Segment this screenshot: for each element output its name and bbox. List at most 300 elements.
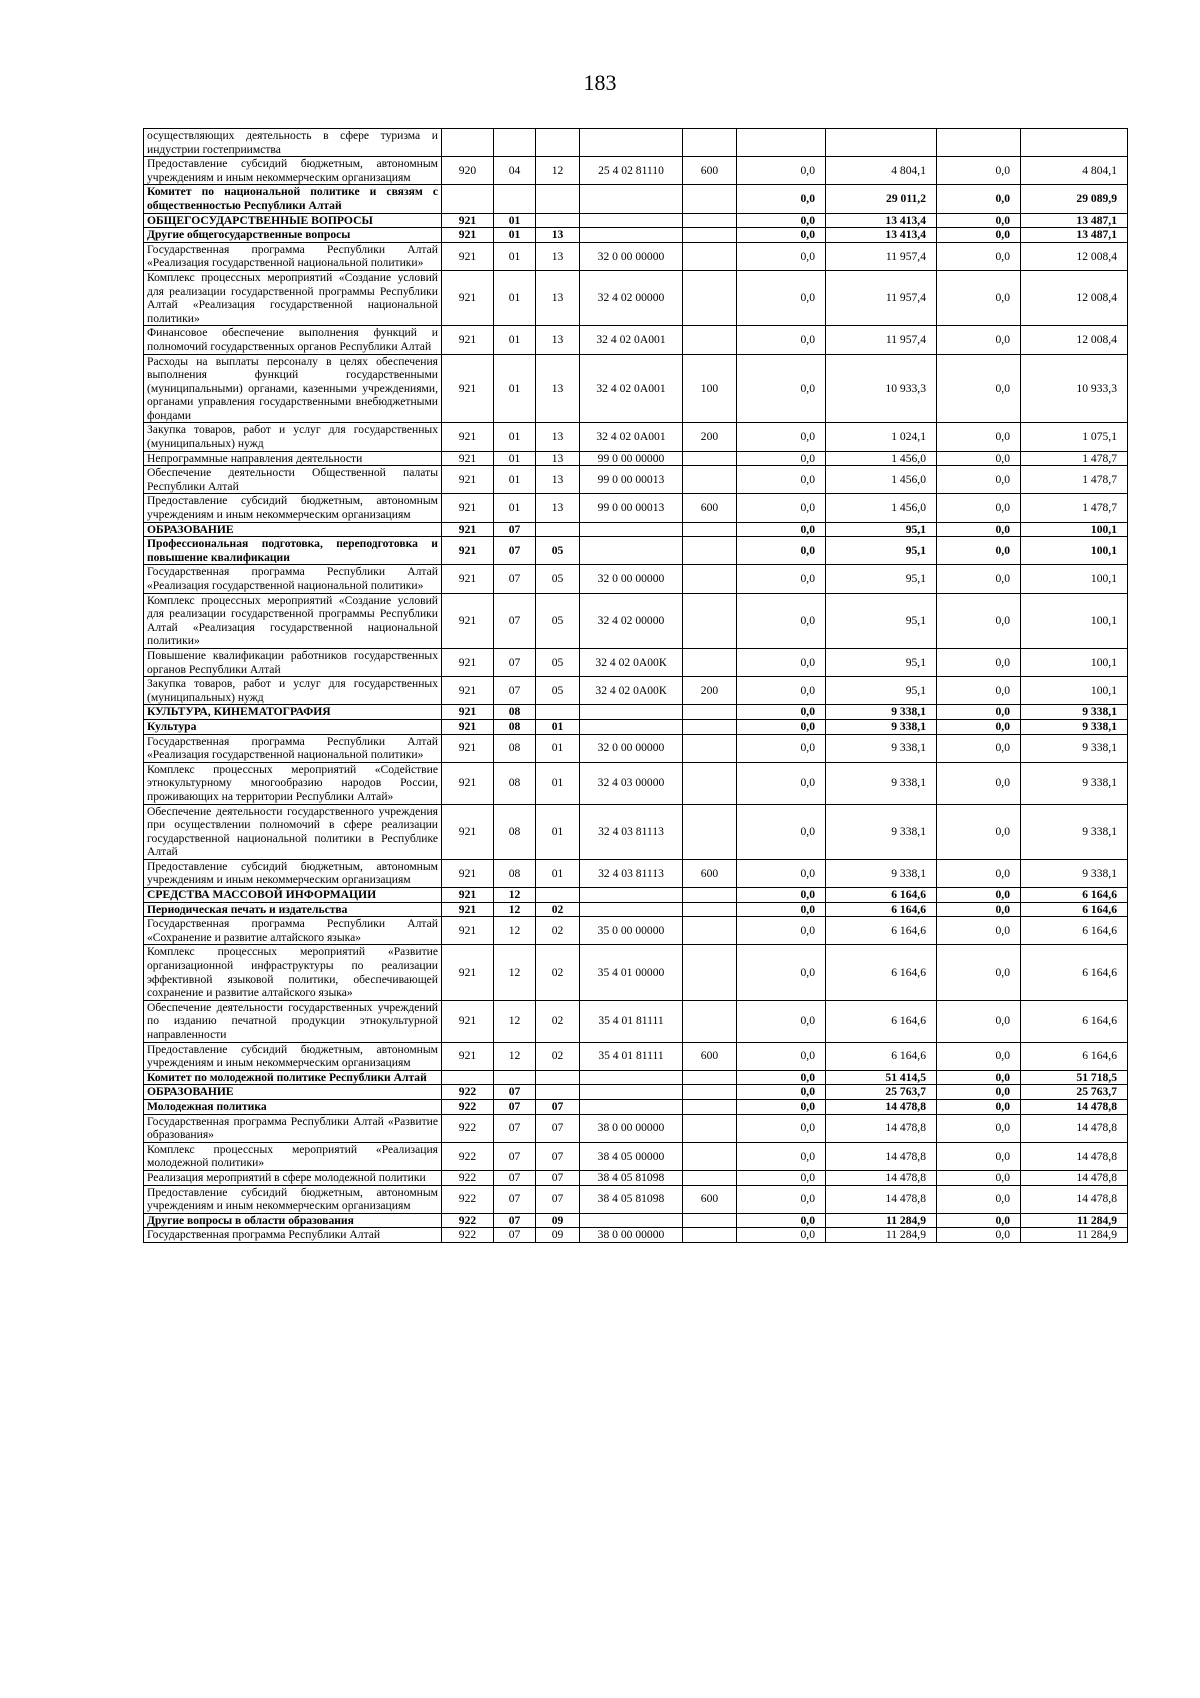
row-amount-1: 0,0 <box>737 228 826 243</box>
row-amount-4: 9 338,1 <box>1021 859 1128 887</box>
row-grbs: 920 <box>442 157 494 185</box>
row-target-article: 35 0 00 00000 <box>580 917 683 945</box>
row-subsection <box>536 888 580 903</box>
row-amount-2: 11 957,4 <box>826 242 937 270</box>
row-expense-type: 100 <box>683 354 737 423</box>
row-grbs: 921 <box>442 719 494 734</box>
row-expense-type <box>683 1099 737 1114</box>
row-name: Комплекс процессных мероприятий «Создание условий для реализации государственной программы Республики Алтай «Реализация государственной национальной политики» <box>144 593 442 648</box>
table-row <box>144 677 1128 705</box>
row-amount-4: 4 804,1 <box>1021 157 1128 185</box>
row-section: 07 <box>494 1185 536 1213</box>
row-section: 07 <box>494 1114 536 1142</box>
table-row <box>144 1228 1128 1243</box>
row-name: Комитет по молодежной политике Республики Алтай <box>144 1070 442 1085</box>
row-amount-2: 1 024,1 <box>826 423 937 451</box>
row-target-article: 35 4 01 81111 <box>580 1000 683 1042</box>
row-amount-2: 10 933,3 <box>826 354 937 423</box>
row-target-article: 38 4 05 81098 <box>580 1185 683 1213</box>
row-amount-4: 13 487,1 <box>1021 213 1128 228</box>
row-amount-4: 12 008,4 <box>1021 326 1128 354</box>
row-grbs: 921 <box>442 213 494 228</box>
table-row <box>144 762 1128 804</box>
row-amount-1: 0,0 <box>737 719 826 734</box>
row-grbs: 921 <box>442 1042 494 1070</box>
row-grbs <box>442 1070 494 1085</box>
table-row <box>144 648 1128 676</box>
row-target-article: 99 0 00 00013 <box>580 494 683 522</box>
row-amount-2: 4 804,1 <box>826 157 937 185</box>
row-subsection: 09 <box>536 1213 580 1228</box>
row-grbs: 921 <box>442 705 494 720</box>
row-target-article: 99 0 00 00013 <box>580 466 683 494</box>
row-amount-3: 0,0 <box>937 1228 1021 1243</box>
row-grbs <box>442 129 494 157</box>
row-amount-4: 29 089,9 <box>1021 185 1128 213</box>
row-name: ОБЩЕГОСУДАРСТВЕННЫЕ ВОПРОСЫ <box>144 213 442 228</box>
row-name: Другие вопросы в области образования <box>144 1213 442 1228</box>
row-amount-1: 0,0 <box>737 804 826 859</box>
row-section: 04 <box>494 157 536 185</box>
row-target-article: 25 4 02 81110 <box>580 157 683 185</box>
row-amount-4: 25 763,7 <box>1021 1085 1128 1100</box>
row-amount-3: 0,0 <box>937 494 1021 522</box>
row-amount-2: 11 284,9 <box>826 1228 937 1243</box>
row-expense-type <box>683 945 737 1000</box>
row-amount-1: 0,0 <box>737 451 826 466</box>
row-expense-type <box>683 1228 737 1243</box>
row-name: Обеспечение деятельности государственного учреждения при осуществлении полномочий в сфере реализации государственной национальной политики в Республике Алтай <box>144 804 442 859</box>
row-amount-3: 0,0 <box>937 1000 1021 1042</box>
row-amount-3: 0,0 <box>937 326 1021 354</box>
table-row <box>144 129 1128 157</box>
row-subsection: 02 <box>536 1042 580 1070</box>
table-row <box>144 157 1128 185</box>
row-amount-1: 0,0 <box>737 494 826 522</box>
row-expense-type: 600 <box>683 494 737 522</box>
page-number: 183 <box>583 70 617 95</box>
table-row <box>144 593 1128 648</box>
row-amount-4: 12 008,4 <box>1021 270 1128 325</box>
table-row <box>144 354 1128 423</box>
row-amount-3: 0,0 <box>937 762 1021 804</box>
row-amount-1: 0,0 <box>737 1085 826 1100</box>
row-amount-2: 95,1 <box>826 677 937 705</box>
row-name: Комплекс процессных мероприятий «Развитие организационной инфраструктуры по реализации эффективной языковой политики, обеспечивающей сохранение и развитие алтайского языка» <box>144 945 442 1000</box>
row-section: 01 <box>494 270 536 325</box>
row-amount-3: 0,0 <box>937 423 1021 451</box>
row-subsection <box>536 185 580 213</box>
row-amount-2 <box>826 129 937 157</box>
table-row <box>144 1070 1128 1085</box>
row-name: Предоставление субсидий бюджетным, автономным учреждениям и иным некоммерческим организациям <box>144 859 442 887</box>
row-amount-1: 0,0 <box>737 1170 826 1185</box>
row-amount-2: 6 164,6 <box>826 902 937 917</box>
row-target-article: 35 4 01 00000 <box>580 945 683 1000</box>
row-target-article <box>580 129 683 157</box>
row-section: 01 <box>494 242 536 270</box>
row-amount-2: 14 478,8 <box>826 1142 937 1170</box>
row-amount-4: 6 164,6 <box>1021 917 1128 945</box>
row-subsection: 02 <box>536 945 580 1000</box>
row-section: 07 <box>494 1099 536 1114</box>
row-name: Предоставление субсидий бюджетным, автономным учреждениям и иным некоммерческим организациям <box>144 157 442 185</box>
row-amount-2: 6 164,6 <box>826 945 937 1000</box>
row-expense-type <box>683 1085 737 1100</box>
row-target-article: 32 4 02 00000 <box>580 270 683 325</box>
row-expense-type <box>683 242 737 270</box>
row-section: 01 <box>494 494 536 522</box>
row-amount-3: 0,0 <box>937 354 1021 423</box>
row-amount-4: 100,1 <box>1021 565 1128 593</box>
row-name: Обеспечение деятельности государственных учреждений по изданию печатной продукции этнокультурной направленности <box>144 1000 442 1042</box>
row-amount-2: 51 414,5 <box>826 1070 937 1085</box>
row-amount-4: 11 284,9 <box>1021 1213 1128 1228</box>
row-grbs: 921 <box>442 677 494 705</box>
row-target-article: 38 0 00 00000 <box>580 1114 683 1142</box>
row-target-article <box>580 228 683 243</box>
row-subsection: 05 <box>536 537 580 565</box>
row-expense-type <box>683 705 737 720</box>
row-name: Реализация мероприятий в сфере молодежной политики <box>144 1170 442 1185</box>
row-expense-type: 600 <box>683 1042 737 1070</box>
row-subsection: 05 <box>536 677 580 705</box>
row-grbs: 921 <box>442 648 494 676</box>
row-amount-3: 0,0 <box>937 677 1021 705</box>
row-target-article: 32 4 02 0А00К <box>580 677 683 705</box>
row-target-article <box>580 185 683 213</box>
row-grbs: 921 <box>442 917 494 945</box>
row-section: 07 <box>494 522 536 537</box>
row-amount-4: 14 478,8 <box>1021 1114 1128 1142</box>
row-amount-3: 0,0 <box>937 705 1021 720</box>
row-section: 01 <box>494 466 536 494</box>
row-grbs: 921 <box>442 945 494 1000</box>
table-row <box>144 888 1128 903</box>
row-amount-4: 100,1 <box>1021 648 1128 676</box>
table-row <box>144 270 1128 325</box>
row-amount-3: 0,0 <box>937 1042 1021 1070</box>
row-amount-3: 0,0 <box>937 228 1021 243</box>
row-target-article: 35 4 01 81111 <box>580 1042 683 1070</box>
row-section: 07 <box>494 1170 536 1185</box>
row-amount-1: 0,0 <box>737 859 826 887</box>
row-expense-type <box>683 719 737 734</box>
row-name: Финансовое обеспечение выполнения функций и полномочий государственных органов Республики Алтай <box>144 326 442 354</box>
table-row <box>144 1042 1128 1070</box>
row-expense-type <box>683 213 737 228</box>
table-row <box>144 494 1128 522</box>
row-expense-type <box>683 466 737 494</box>
table-row <box>144 228 1128 243</box>
row-amount-2: 1 456,0 <box>826 466 937 494</box>
row-section: 07 <box>494 565 536 593</box>
row-target-article <box>580 902 683 917</box>
row-name: Государственная программа Республики Алтай <box>144 1228 442 1243</box>
row-amount-1: 0,0 <box>737 157 826 185</box>
row-grbs: 921 <box>442 270 494 325</box>
table-row <box>144 1085 1128 1100</box>
row-amount-1: 0,0 <box>737 1228 826 1243</box>
row-section: 01 <box>494 423 536 451</box>
row-section: 08 <box>494 705 536 720</box>
row-expense-type <box>683 270 737 325</box>
row-name: Комплекс процессных мероприятий «Создание условий для реализации государственной программы Республики Алтай «Реализация государственной национальной политики» <box>144 270 442 325</box>
table-row <box>144 451 1128 466</box>
row-section: 01 <box>494 213 536 228</box>
row-section: 12 <box>494 888 536 903</box>
row-target-article <box>580 537 683 565</box>
row-section: 08 <box>494 859 536 887</box>
table-row <box>144 1185 1128 1213</box>
row-grbs: 921 <box>442 537 494 565</box>
row-section: 12 <box>494 1000 536 1042</box>
row-target-article <box>580 888 683 903</box>
row-amount-3: 0,0 <box>937 902 1021 917</box>
table-row <box>144 719 1128 734</box>
row-amount-1: 0,0 <box>737 677 826 705</box>
row-amount-3: 0,0 <box>937 1085 1021 1100</box>
row-grbs: 921 <box>442 242 494 270</box>
row-amount-4: 9 338,1 <box>1021 705 1128 720</box>
row-amount-2: 6 164,6 <box>826 1042 937 1070</box>
table-row <box>144 466 1128 494</box>
row-expense-type <box>683 1142 737 1170</box>
table-row <box>144 1213 1128 1228</box>
row-section: 07 <box>494 537 536 565</box>
row-amount-3: 0,0 <box>937 648 1021 676</box>
row-name: Государственная программа Республики Алтай «Реализация государственной национальной политики» <box>144 242 442 270</box>
row-name: Комитет по национальной политике и связям с общественностью Республики Алтай <box>144 185 442 213</box>
row-target-article <box>580 719 683 734</box>
row-amount-1: 0,0 <box>737 466 826 494</box>
row-section: 07 <box>494 1213 536 1228</box>
row-amount-3: 0,0 <box>937 917 1021 945</box>
row-subsection <box>536 1070 580 1085</box>
row-amount-2: 14 478,8 <box>826 1185 937 1213</box>
table-row <box>144 213 1128 228</box>
row-amount-1: 0,0 <box>737 1114 826 1142</box>
row-amount-1: 0,0 <box>737 945 826 1000</box>
row-amount-1: 0,0 <box>737 270 826 325</box>
row-grbs: 921 <box>442 804 494 859</box>
row-amount-2: 9 338,1 <box>826 804 937 859</box>
row-grbs: 921 <box>442 1000 494 1042</box>
row-amount-4: 6 164,6 <box>1021 1000 1128 1042</box>
row-amount-3: 0,0 <box>937 466 1021 494</box>
row-subsection: 13 <box>536 242 580 270</box>
row-target-article: 32 4 02 0А001 <box>580 423 683 451</box>
row-subsection: 13 <box>536 326 580 354</box>
row-amount-2: 9 338,1 <box>826 734 937 762</box>
row-subsection: 02 <box>536 1000 580 1042</box>
table-row <box>144 1000 1128 1042</box>
row-grbs: 921 <box>442 734 494 762</box>
row-amount-4: 51 718,5 <box>1021 1070 1128 1085</box>
row-amount-4: 100,1 <box>1021 593 1128 648</box>
table-row <box>144 859 1128 887</box>
row-name: КУЛЬТУРА, КИНЕМАТОГРАФИЯ <box>144 705 442 720</box>
row-amount-3: 0,0 <box>937 1099 1021 1114</box>
row-subsection: 01 <box>536 804 580 859</box>
row-expense-type <box>683 648 737 676</box>
row-expense-type <box>683 1213 737 1228</box>
row-amount-1: 0,0 <box>737 1070 826 1085</box>
row-subsection <box>536 129 580 157</box>
row-section: 08 <box>494 762 536 804</box>
row-amount-2: 6 164,6 <box>826 917 937 945</box>
row-grbs: 922 <box>442 1142 494 1170</box>
row-name: Государственная программа Республики Алтай «Реализация государственной национальной политики» <box>144 734 442 762</box>
row-amount-2: 9 338,1 <box>826 705 937 720</box>
row-name: СРЕДСТВА МАССОВОЙ ИНФОРМАЦИИ <box>144 888 442 903</box>
row-name: Закупка товаров, работ и услуг для государственных (муниципальных) нужд <box>144 423 442 451</box>
row-subsection: 09 <box>536 1228 580 1243</box>
row-name: ОБРАЗОВАНИЕ <box>144 522 442 537</box>
table-row <box>144 902 1128 917</box>
row-section: 07 <box>494 648 536 676</box>
table-row <box>144 1142 1128 1170</box>
row-grbs: 922 <box>442 1170 494 1185</box>
row-name: Расходы на выплаты персоналу в целях обеспечения выполнения функций государственными (муниципальными) органами, казенными учреждениями, органами управления государственными внебюджетными фондами <box>144 354 442 423</box>
row-amount-3: 0,0 <box>937 1142 1021 1170</box>
row-section: 12 <box>494 902 536 917</box>
row-amount-4: 9 338,1 <box>1021 734 1128 762</box>
row-amount-4: 14 478,8 <box>1021 1099 1128 1114</box>
row-amount-1: 0,0 <box>737 762 826 804</box>
row-amount-2: 13 413,4 <box>826 228 937 243</box>
row-section: 01 <box>494 354 536 423</box>
row-subsection: 13 <box>536 228 580 243</box>
row-target-article <box>580 1213 683 1228</box>
row-expense-type: 200 <box>683 423 737 451</box>
row-expense-type <box>683 917 737 945</box>
row-amount-3: 0,0 <box>937 1185 1021 1213</box>
row-amount-2: 9 338,1 <box>826 762 937 804</box>
row-amount-4: 9 338,1 <box>1021 762 1128 804</box>
table-row <box>144 705 1128 720</box>
row-section: 08 <box>494 804 536 859</box>
row-subsection <box>536 213 580 228</box>
row-section: 12 <box>494 945 536 1000</box>
row-grbs: 921 <box>442 902 494 917</box>
row-amount-2: 6 164,6 <box>826 888 937 903</box>
table-row <box>144 326 1128 354</box>
row-amount-3: 0,0 <box>937 804 1021 859</box>
table-row <box>144 537 1128 565</box>
row-expense-type <box>683 888 737 903</box>
row-subsection: 07 <box>536 1142 580 1170</box>
row-name: Предоставление субсидий бюджетным, автономным учреждениям и иным некоммерческим организациям <box>144 1042 442 1070</box>
row-expense-type <box>683 326 737 354</box>
table-row <box>144 804 1128 859</box>
row-target-article: 32 4 02 0А001 <box>580 354 683 423</box>
row-subsection <box>536 1085 580 1100</box>
row-grbs: 921 <box>442 762 494 804</box>
row-expense-type: 200 <box>683 677 737 705</box>
row-amount-3: 0,0 <box>937 719 1021 734</box>
row-grbs: 922 <box>442 1085 494 1100</box>
row-grbs: 922 <box>442 1099 494 1114</box>
row-expense-type <box>683 1170 737 1185</box>
table-row <box>144 565 1128 593</box>
row-amount-1: 0,0 <box>737 888 826 903</box>
row-subsection: 07 <box>536 1114 580 1142</box>
row-amount-1: 0,0 <box>737 1142 826 1170</box>
row-subsection: 05 <box>536 648 580 676</box>
row-amount-3: 0,0 <box>937 888 1021 903</box>
row-amount-1: 0,0 <box>737 593 826 648</box>
row-subsection: 13 <box>536 423 580 451</box>
row-target-article: 32 0 00 00000 <box>580 242 683 270</box>
row-subsection <box>536 705 580 720</box>
row-grbs: 921 <box>442 522 494 537</box>
row-subsection: 05 <box>536 565 580 593</box>
row-section: 12 <box>494 917 536 945</box>
row-name: Государственная программа Республики Алтай «Развитие образования» <box>144 1114 442 1142</box>
row-grbs: 921 <box>442 451 494 466</box>
row-expense-type <box>683 451 737 466</box>
row-amount-1: 0,0 <box>737 1099 826 1114</box>
row-amount-3: 0,0 <box>937 537 1021 565</box>
table-row <box>144 522 1128 537</box>
row-subsection: 02 <box>536 917 580 945</box>
row-amount-2: 95,1 <box>826 537 937 565</box>
row-name: Комплекс процессных мероприятий «Реализация молодежной политики» <box>144 1142 442 1170</box>
row-grbs: 921 <box>442 423 494 451</box>
row-target-article: 32 0 00 00000 <box>580 565 683 593</box>
row-section: 08 <box>494 734 536 762</box>
row-amount-3: 0,0 <box>937 1070 1021 1085</box>
row-amount-4: 1 478,7 <box>1021 466 1128 494</box>
row-section: 01 <box>494 326 536 354</box>
row-amount-2: 95,1 <box>826 648 937 676</box>
row-expense-type <box>683 537 737 565</box>
row-target-article <box>580 522 683 537</box>
row-amount-3: 0,0 <box>937 593 1021 648</box>
row-expense-type <box>683 593 737 648</box>
row-target-article: 32 4 03 81113 <box>580 859 683 887</box>
row-amount-4: 14 478,8 <box>1021 1170 1128 1185</box>
row-subsection: 07 <box>536 1185 580 1213</box>
row-name: Профессиональная подготовка, переподготовка и повышение квалификации <box>144 537 442 565</box>
table-row <box>144 917 1128 945</box>
row-amount-4: 14 478,8 <box>1021 1185 1128 1213</box>
row-amount-2: 29 011,2 <box>826 185 937 213</box>
row-name: Периодическая печать и издательства <box>144 902 442 917</box>
row-amount-1: 0,0 <box>737 705 826 720</box>
row-amount-3: 0,0 <box>937 565 1021 593</box>
row-amount-4: 11 284,9 <box>1021 1228 1128 1243</box>
row-amount-1 <box>737 129 826 157</box>
row-subsection: 13 <box>536 451 580 466</box>
row-section: 07 <box>494 1228 536 1243</box>
row-grbs: 921 <box>442 888 494 903</box>
row-section <box>494 185 536 213</box>
row-expense-type <box>683 1070 737 1085</box>
row-amount-4: 1 478,7 <box>1021 451 1128 466</box>
row-amount-2: 6 164,6 <box>826 1000 937 1042</box>
row-amount-4: 100,1 <box>1021 677 1128 705</box>
row-grbs: 921 <box>442 466 494 494</box>
row-amount-2: 9 338,1 <box>826 859 937 887</box>
row-grbs: 922 <box>442 1185 494 1213</box>
row-amount-2: 14 478,8 <box>826 1170 937 1185</box>
row-amount-4: 13 487,1 <box>1021 228 1128 243</box>
row-expense-type <box>683 1000 737 1042</box>
row-target-article: 32 4 03 81113 <box>580 804 683 859</box>
row-amount-1: 0,0 <box>737 917 826 945</box>
